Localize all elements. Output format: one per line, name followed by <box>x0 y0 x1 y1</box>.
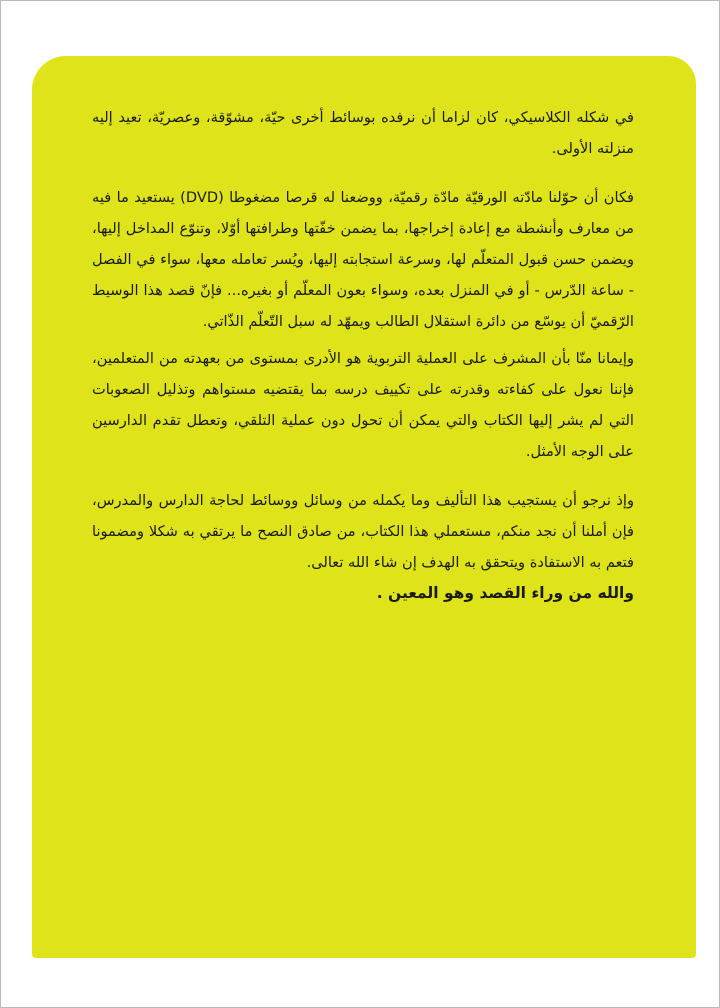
closing-line: والله من وراء القصد وهو المعين . <box>376 584 634 602</box>
paragraph-supervisor: وإيمانا منّا بأن المشرف على العملية التربوية هو الأدرى بمستوى من بعهدته من المتعلمين، فإننا نعول على كفاءته وقدرته على تكييف درسه بما يقتضيه مستواهم وتذليل الصعوبات التي لم يشر إليها الكتاب والتي يمكن أن تحول دون عملية التلقي، وتعطل تقدم الدارسين على الوجه الأمثل. <box>92 350 634 460</box>
paragraph-gap <box>92 164 634 182</box>
paragraph-hope: وإذ نرجو أن يستجيب هذا التأليف وما يكمله من وسائل ووسائط لحاجة الدارس والمدرس، فإن أملنا أن نجد منكم، مستعملي هذا الكتاب، من صادق النصح ما يرتقي به شكلا ومضمونا فتعم به الاستفادة ويتحقق به الهدف إن شاء الله تعالى. <box>92 492 634 571</box>
paragraph-intro: في شكله الكلاسيكي، كان لزاما أن نرفده بوسائط أخرى حيّة، مشوّقة، وعصريّة، تعيد إليه منزلته الأولى. <box>92 109 634 157</box>
paragraph-digital-medium: فكان أن حوّلنا مادّته الورقيّة مادّة رقميّة، ووضعنا له قرصا مضغوطا (DVD) يستعيد ما فيه من معارف وأنشطة مع إعادة إخراجها، بما يضمن خفّتها وطرافتها أوّلا، وتنوّع المداخل إليها، ويضمن حسن قبول المتعلّم لها، وسرعة استجابته إليها، ويُسر تعامله معها، سواء في الفصل - ساعة الدّرس - أو في المنزل بعده، وسواء بعون المعلّم أو بغيره... فإنّ قصد هذا الوسيط الرّقميّ أن يوسّع من دائرة استقلال الطالب ويمهّد له سبل التّعلّم الذّاتي. <box>92 189 634 330</box>
text-block <box>92 102 634 609</box>
paragraph-gap <box>92 467 634 485</box>
